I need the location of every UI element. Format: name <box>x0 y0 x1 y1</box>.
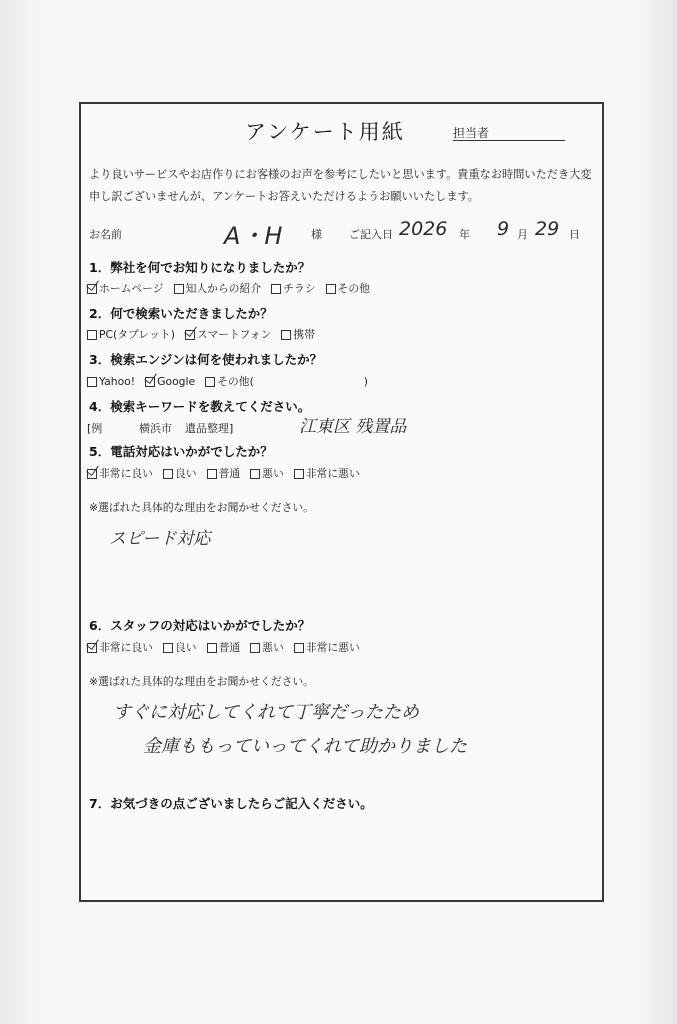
q5-reason-prompt: ※選ばれた具体的な理由をお聞かせください。 <box>89 501 314 514</box>
form-title: アンケート用紙 <box>245 120 405 144</box>
question-4: 4．検索キーワードを教えてください。 <box>89 399 311 414</box>
question-6: 6．スタッフの対応はいかがでしたか？ <box>89 618 311 633</box>
q5-options <box>87 466 360 481</box>
intro-line-2: 申し訳ございませんが、アンケートお答えいただけるようお願いいたします。 <box>89 190 479 203</box>
q5-option[interactable]: 悪い <box>250 466 284 481</box>
checkbox-checked[interactable] <box>145 377 155 387</box>
q2-options <box>87 327 315 342</box>
question-7: 7．お気づきの点ございましたらご記入ください。 <box>89 796 373 811</box>
q1-option[interactable]: チラシ <box>271 281 315 296</box>
checkbox[interactable] <box>250 469 260 479</box>
q2-option[interactable]: スマートフォン <box>185 327 272 342</box>
q5-option[interactable]: 非常に良い <box>87 466 153 481</box>
q5-option[interactable]: 良い <box>163 466 197 481</box>
name-label: お名前 <box>89 228 122 241</box>
q6-option[interactable]: 非常に良い <box>87 640 153 655</box>
question-5: 5．電話対応はいかがでしたか？ <box>89 444 273 459</box>
q1-options <box>87 281 370 296</box>
staff-signature-line <box>453 140 565 141</box>
checkbox[interactable] <box>87 330 97 340</box>
intro-line-1: より良いサービスやお店作りにお客様のお声を参考にしたいと思います。貴重なお時間いただき大変 <box>89 168 592 181</box>
q6-options <box>87 640 360 655</box>
checkbox[interactable] <box>174 284 184 294</box>
q2-option[interactable]: PC(タブレット) <box>87 327 175 342</box>
q5-reason-answer: スピード対応 <box>109 529 211 549</box>
checkbox[interactable] <box>163 469 173 479</box>
checkbox[interactable] <box>205 377 215 387</box>
year-label: 年 <box>459 228 470 241</box>
checkbox[interactable] <box>271 284 281 294</box>
date-label: ご記入日 <box>349 228 393 241</box>
q6-reason-line-2: 金庫ももっていってくれて助かりました <box>143 736 467 757</box>
year-value: 2026 <box>399 218 448 240</box>
q4-example-city: 横浜市 <box>139 422 172 435</box>
question-1: 1．弊社を何でお知りになりましたか？ <box>89 260 311 275</box>
checkbox[interactable] <box>294 643 304 653</box>
checkbox[interactable] <box>207 643 217 653</box>
q1-option[interactable]: その他 <box>326 281 370 296</box>
q6-reason-prompt: ※選ばれた具体的な理由をお聞かせください。 <box>89 675 314 688</box>
q6-option[interactable]: 普通 <box>207 640 241 655</box>
question-3: 3．検索エンジンは何を使われましたか？ <box>89 352 323 367</box>
question-2: 2．何で検索いただきましたか？ <box>89 306 273 321</box>
checkbox[interactable] <box>250 643 260 653</box>
checkbox-checked[interactable] <box>87 643 97 653</box>
q6-reason-line-1: すぐに対応してくれて丁寧だったため <box>113 702 419 723</box>
checkbox[interactable] <box>87 377 97 387</box>
checkbox[interactable] <box>294 469 304 479</box>
q6-option[interactable]: 悪い <box>250 640 284 655</box>
q4-example-open: [例 <box>87 422 103 435</box>
checkbox[interactable] <box>281 330 291 340</box>
name-value: A・H <box>224 222 283 250</box>
q6-option[interactable]: 非常に悪い <box>294 640 360 655</box>
month-value: 9 <box>497 218 510 240</box>
checkbox[interactable] <box>163 643 173 653</box>
checkbox-checked[interactable] <box>185 330 195 340</box>
q3-option[interactable]: Google <box>145 375 195 388</box>
q1-option[interactable]: ホームページ <box>87 281 164 296</box>
checkbox[interactable] <box>207 469 217 479</box>
q1-option[interactable]: 知人からの紹介 <box>174 281 262 296</box>
staff-label: 担当者 <box>453 126 490 140</box>
survey-sheet <box>79 102 604 902</box>
q4-example-keyword: 遺品整理] <box>185 422 234 435</box>
sama-label: 様 <box>311 228 322 241</box>
checkbox-checked[interactable] <box>87 469 97 479</box>
checkbox[interactable] <box>326 284 336 294</box>
day-label: 日 <box>569 228 580 241</box>
q5-option[interactable]: 非常に悪い <box>294 466 360 481</box>
q5-option[interactable]: 普通 <box>207 466 241 481</box>
q4-answer: 江東区 残置品 <box>299 417 407 437</box>
checkbox-checked[interactable] <box>87 284 97 294</box>
month-label: 月 <box>517 228 528 241</box>
q3-option[interactable]: その他( ) <box>205 374 368 389</box>
q3-options <box>87 374 368 389</box>
q3-option[interactable]: Yahoo! <box>87 375 135 388</box>
q6-option[interactable]: 良い <box>163 640 197 655</box>
day-value: 29 <box>535 218 560 240</box>
q2-option[interactable]: 携帯 <box>281 327 315 342</box>
